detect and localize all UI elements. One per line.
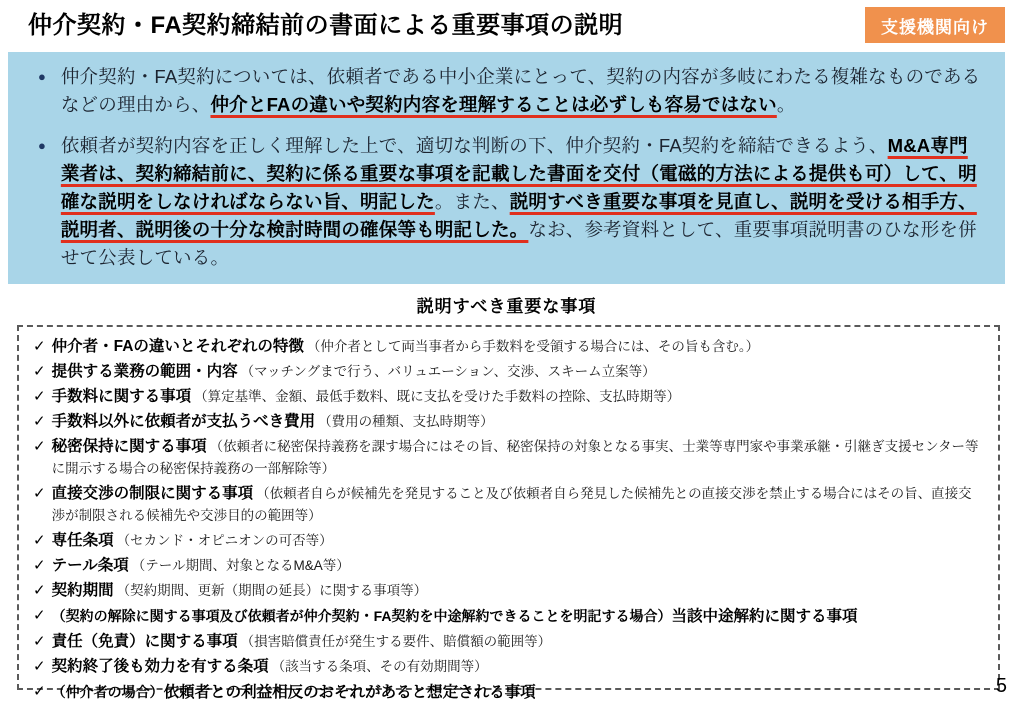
text-segment: 提供する業務の範囲・内容 [51, 363, 238, 380]
text-segment: なお、参考資料として、重要事項説明書のひな形を併せて公表している。 [60, 219, 977, 268]
checklist-item-text [52, 631, 552, 653]
checklist-item-text [52, 580, 428, 602]
bullet-point [30, 63, 983, 119]
check-icon: ✓ [33, 413, 46, 430]
text-segment: （依頼者自らが候補先を発見すること及び依頼者自ら発見した候補先との直接交渉を禁止する場合にはその旨、直接交渉が制限される候補先や交渉目的の範囲等） [51, 486, 972, 523]
checklist-item [33, 580, 984, 602]
text-segment: 当該中途解約に関する事項 [671, 608, 858, 625]
check-icon: ✓ [33, 658, 46, 675]
bullet-point [30, 132, 983, 272]
summary-panel [8, 52, 1005, 284]
bullet-text [61, 132, 983, 272]
check-icon: ✓ [33, 532, 46, 549]
checklist-item-text [52, 681, 536, 704]
text-segment: 。また、 [434, 191, 510, 212]
checklist-item-text [52, 530, 333, 552]
text-segment: （契約の解除に関する事項及び依頼者が仲介契約・FA契約を中途解約できることを明記する場合） [51, 608, 672, 624]
audience-badge: 支援機関向け [865, 7, 1005, 43]
text-segment: 契約終了後も効力を有する条項 [51, 658, 269, 675]
checklist-item-text [52, 386, 681, 408]
checklist-heading: 説明すべき重要な事項 [416, 297, 597, 316]
summary-bullets [30, 63, 983, 272]
text-segment: 依頼者が契約内容を正しく理解した上で、適切な判断の下、仲介契約・FA契約を締結できるよう、 [60, 135, 888, 156]
check-icon: ✓ [33, 633, 46, 650]
text-segment: 直接交渉の制限に関する事項 [51, 485, 254, 502]
text-segment: （マッチングまで行う、バリュエーション、交渉、スキーム立案等） [240, 364, 656, 379]
checklist-item [33, 436, 984, 480]
text-segment: （算定基準、金額、最低手数料、既に支払を受けた手数料の控除、支払時期等） [194, 389, 681, 404]
text-segment: M&A専門業者は、契約締結前に、契約に係る重要な事項を記載した書面を交付（電磁的方法による提供も可）して、明確な説明をしなければならない旨、明記した [60, 135, 977, 212]
checklist-item [33, 631, 984, 653]
checklist-item [33, 555, 984, 577]
text-segment: 専任条項 [51, 532, 114, 549]
checklist-item [33, 656, 984, 678]
text-segment: 仲介とFAの違いや契約内容を理解することは必ずしも容易ではない [210, 94, 777, 115]
check-icon: ✓ [33, 683, 46, 700]
bullet-icon: ● [38, 138, 46, 153]
checklist-item-text [52, 605, 858, 628]
text-segment: 責任（免責）に関する事項 [51, 633, 238, 650]
checklist-item [33, 530, 984, 552]
text-segment: （依頼者に秘密保持義務を課す場合にはその旨、秘密保持の対象となる事実、士業等専門家や事業承継・引継ぎ支援センター等に開示する場合の秘密保持義務の一部解除等） [51, 439, 979, 476]
text-segment: （仲介者の場合） [51, 684, 164, 700]
text-segment: 手数料以外に依頼者が支払うべき費用 [51, 413, 316, 430]
text-segment: （損害賠償責任が発生する要件、賠償額の範囲等） [240, 634, 552, 649]
check-icon: ✓ [33, 607, 46, 624]
bullet-text [61, 63, 983, 119]
checklist-item [33, 605, 984, 628]
text-segment: 秘密保持に関する事項 [51, 438, 207, 455]
text-segment: 仲介契約・FA契約については、依頼者である中小企業にとって、契約の内容が多岐にわたる複雑なものであるなどの理由から、 [60, 66, 981, 115]
checklist-item [33, 386, 984, 408]
checklist-item-text [52, 483, 984, 527]
text-segment: （契約期間、更新（期間の延長）に関する事項等） [116, 583, 428, 598]
checklist-item-text [52, 555, 350, 577]
check-icon: ✓ [33, 485, 46, 502]
checklist-items [33, 336, 984, 704]
bullet-icon: ● [38, 69, 46, 84]
checklist-item [33, 681, 984, 704]
check-icon: ✓ [33, 388, 46, 405]
text-segment: 仲介者・FAの違いとそれぞれの特徴 [51, 338, 304, 355]
page-title: 仲介契約・FA契約締結前の書面による重要事項の説明 [28, 12, 624, 39]
check-icon: ✓ [33, 363, 46, 380]
text-segment: 手数料に関する事項 [51, 388, 192, 405]
checklist-item-text [52, 436, 984, 480]
text-segment: （該当する条項、その有効期間等） [271, 659, 488, 674]
page-number: 5 [995, 675, 1007, 697]
checklist-item-text [52, 361, 656, 383]
text-segment: （仲介者として両当事者から手数料を受領する場合には、その旨も含む。） [306, 339, 760, 354]
checklist-item-text [52, 411, 494, 433]
text-segment: （費用の種類、支払時期等） [318, 414, 494, 429]
checklist-item [33, 411, 984, 433]
checklist-item [33, 483, 984, 527]
checklist-box [17, 325, 1000, 701]
checklist-item-text [52, 336, 760, 358]
text-segment: （テール期間、対象となるM&A等） [131, 558, 350, 573]
check-icon: ✓ [33, 557, 46, 574]
text-segment: 契約期間 [51, 582, 114, 599]
text-segment: 。 [776, 94, 796, 115]
checklist-item-text [52, 656, 488, 678]
text-segment: 説明すべき重要な事項を見直し、説明を受ける相手方、説明者、説明後の十分な検討時間の確保等も明記した。 [60, 191, 977, 240]
check-icon: ✓ [33, 582, 46, 599]
text-segment: （セカンド・オピニオンの可否等） [116, 533, 333, 548]
text-segment: テール条項 [51, 557, 129, 574]
check-icon: ✓ [33, 338, 46, 355]
check-icon: ✓ [33, 438, 46, 455]
checklist-item [33, 336, 984, 358]
checklist-item [33, 361, 984, 383]
text-segment: 依頼者との利益相反のおそれがあると想定される事項 [163, 684, 536, 701]
